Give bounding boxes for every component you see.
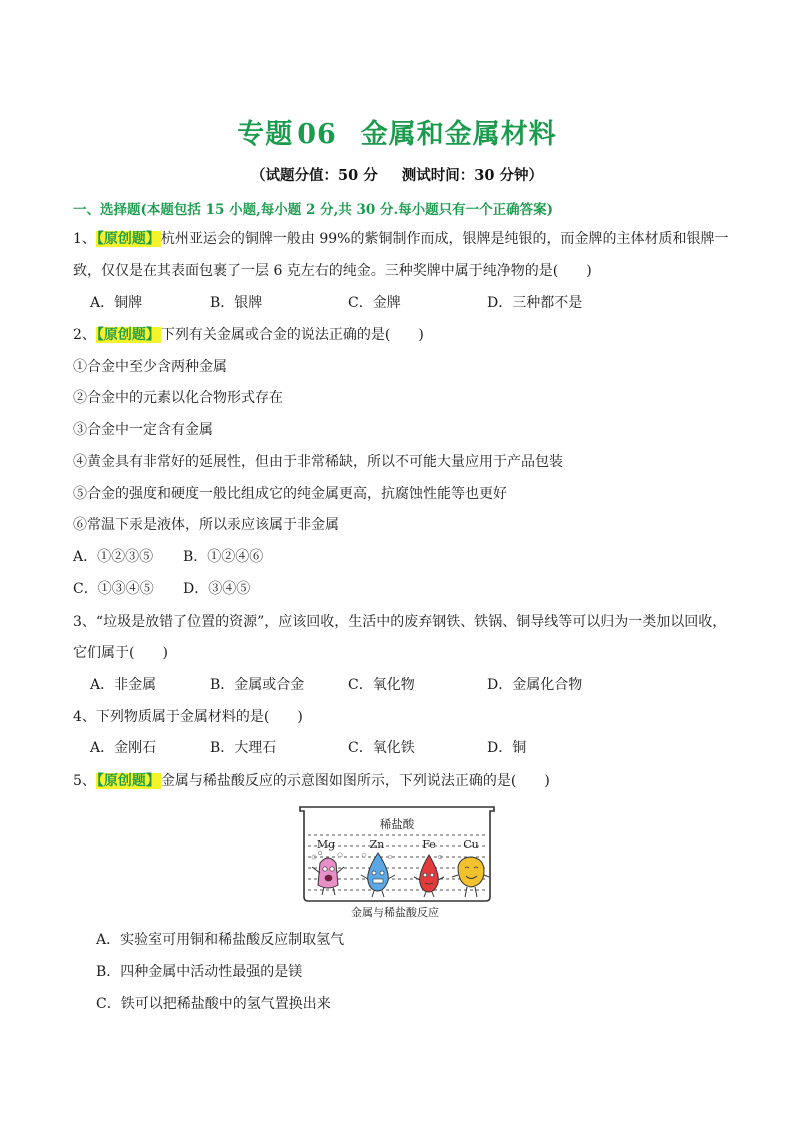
q1-line2: 致，仅仅是在其表面包裹了一层 6 克左右的纯金。三种奖牌中属于纯净物的是( ) [73, 263, 592, 279]
q5-option-a: A．实验室可用铜和稀盐酸反应制取氢气 [96, 932, 345, 948]
q3-option-a: A．非金属 [90, 677, 157, 693]
q1-text-line1: 杭州亚运会的铜牌一般由 99%的紫铜制作而成，银牌是纯银的，而金牌的主体材质和银牌一 [160, 231, 729, 247]
metal-label-mg: Mg [316, 838, 336, 851]
q2-item-5: ⑤合金的强度和硬度一般比组成它的纯金属更高，抗腐蚀性能等也更好 [73, 486, 507, 502]
q5-number: 5、 [73, 773, 96, 789]
q2-item-3: ③合金中一定含有金属 [73, 422, 213, 438]
q4-stem: 4、下列物质属于金属材料的是( ) [73, 709, 303, 725]
acid-label: 稀盐酸 [379, 817, 415, 831]
q2-item-2: ②合金中的元素以化合物形式存在 [73, 390, 283, 406]
section-title: 一、选择题(本题包括 15 小题,每小题 2 分,共 30 分.每小题只有一个正确答案) [73, 202, 554, 218]
metal-label-zn: Zn [369, 838, 385, 851]
q3-line2: 它们属于( ) [73, 645, 168, 661]
q2-item-6: ⑥常温下汞是液体，所以汞应该属于非金属 [73, 517, 339, 533]
figure-caption: 金属与稀盐酸反应 [351, 906, 439, 919]
q2-original-tag: 【原创题】 [96, 327, 160, 343]
metal-label-fe: Fe [422, 838, 436, 851]
q1-number: 1、 [73, 231, 96, 247]
q3-option-b: B．金属或合金 [210, 677, 305, 693]
q5-original-tag: 【原创题】 [96, 773, 160, 789]
q4-option-a: A．金刚石 [90, 740, 157, 756]
q5-option-b: B．四种金属中活动性最强的是镁 [96, 964, 303, 980]
q1-option-a: A．铜牌 [90, 295, 143, 311]
q2-text: 下列有关金属或合金的说法正确的是( ) [160, 327, 424, 343]
q2-item-1: ①合金中至少含两种金属 [73, 359, 227, 375]
q5-stem [73, 771, 550, 791]
time-info: 测试时间：30 分钟） [401, 167, 543, 184]
metal-label-cu: Cu [463, 838, 479, 851]
q1-option-c: C．金牌 [348, 295, 401, 311]
score-info: （试题分值：50 分 [251, 167, 378, 184]
q1-line1 [73, 229, 729, 249]
q2-option-d: D．③④⑤ [183, 581, 251, 597]
q3-option-d: D．金属化合物 [487, 677, 583, 693]
q2-option-c: C．①③④⑤ [73, 581, 154, 597]
q3-line1: 3、“垃圾是放错了位置的资源”，应该回收，生活中的废弃钢铁、铁锅、铜导线等可以归为一类加以回收， [73, 614, 727, 630]
q2-stem [73, 325, 424, 345]
q2-number: 2、 [73, 327, 96, 343]
q4-option-b: B．大理石 [210, 740, 277, 756]
q2-option-b: B．①②④⑥ [183, 549, 264, 565]
q1-option-d: D．三种都不是 [487, 295, 583, 311]
title-prefix: 专题 [237, 119, 294, 150]
metals-in-acid-figure [298, 805, 496, 920]
q5-option-c: C．铁可以把稀盐酸中的氢气置换出来 [96, 996, 331, 1012]
q4-option-c: C．氧化铁 [348, 740, 415, 756]
q5-text: 金属与稀盐酸反应的示意图如图所示，下列说法正确的是( ) [160, 773, 550, 789]
q2-option-a: A．①②③⑤ [73, 549, 154, 565]
title-number: 06 [297, 119, 337, 150]
q4-option-d: D．铜 [487, 740, 527, 756]
q1-original-tag: 【原创题】 [96, 231, 160, 247]
title-text: 金属和金属材料 [360, 119, 557, 150]
q1-option-b: B．银牌 [210, 295, 263, 311]
page-title [0, 112, 794, 151]
q2-item-4: ④黄金具有非常好的延展性，但由于非常稀缺，所以不可能大量应用于产品包装 [73, 454, 563, 470]
q3-option-c: C．氧化物 [348, 677, 415, 693]
exam-info [0, 164, 794, 185]
